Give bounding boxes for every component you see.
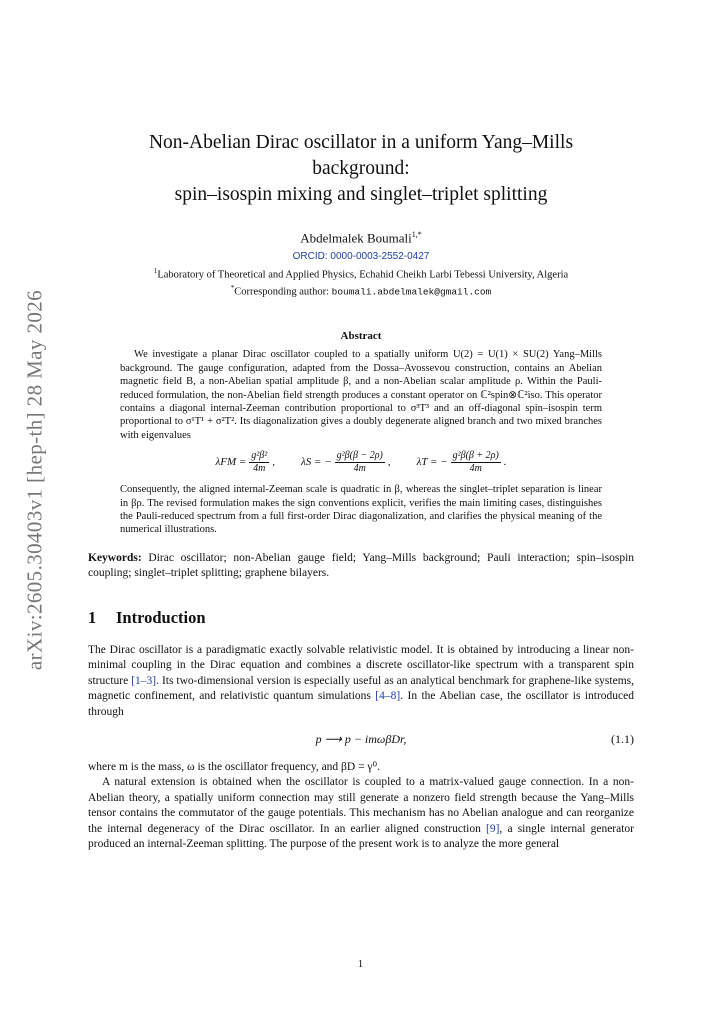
intro-paragraph-1 — [88, 643, 634, 721]
eq-lambda-fm-denominator: 4m — [253, 463, 266, 475]
keywords-text: Dirac oscillator; non-Abelian gauge field; Yang–Mills background; Pauli interaction; spin–isospin coupling; singlet–triplet splitting; graphene bilayers. — [88, 551, 635, 580]
eq-lambda-fm-numerator: g²β² — [251, 450, 268, 462]
eq-lambda-fm-lhs: λFM = — [215, 455, 247, 468]
intro-p1b-text: . Its two-dimensional version is especially useful as an analytical benchmark for graphene-like systems, magnetic confinement, and relativistic quantum simulations — [88, 674, 635, 703]
intro-paragraph-2: where m is the mass, ω is the oscillator frequency, and βD = γ⁰. — [88, 760, 381, 773]
equation-1-1-body: p ⟶ p − imωβDr, — [315, 732, 407, 747]
eq-lambda-fm: λFM = $\frac{\text{g²β²}}{4m}$ , — [215, 450, 276, 475]
title-line-2: background: — [312, 158, 410, 179]
intro-p1-text: The Dirac oscillator is a paradigmatic exactly solvable relativistic model. It is obtained by introducing a linear non-minimal coupling in the Dirac equation and combines a discrete oscillator-like spectrum with a transparent spin structure — [88, 643, 634, 687]
author-marks: 1,* — [411, 230, 422, 239]
paper-title — [88, 130, 634, 208]
corresponding-label: Corresponding author: — [234, 286, 332, 298]
paper-page — [88, 130, 634, 853]
eq-lambda-s-fraction — [335, 450, 385, 475]
corresponding-author — [88, 284, 634, 298]
abstract-eigenvalue-equations — [120, 450, 602, 475]
intro-p3b-text: , a single internal generator produced an internal-Zeeman splitting. The purpose of the present work is to analyze the more general — [88, 822, 635, 851]
author-name: Abdelmalek Boumali — [300, 230, 412, 246]
author-line — [88, 230, 634, 246]
eq-lambda-t-lhs: λT = − — [416, 455, 448, 468]
affiliation-mark: 1 — [153, 267, 158, 276]
eq-lambda-s-denominator: 4m — [353, 463, 366, 475]
equation-1-1-number: (1.1) — [611, 732, 634, 747]
title-line-1: Non-Abelian Dirac oscillator in a uniform Yang–Mills — [148, 132, 574, 153]
equation-1-1 — [88, 732, 634, 748]
eq-lambda-t-numerator: g²β(β + 2ρ) — [452, 450, 499, 462]
eq-lambda-t: λT = − $\frac{\text{g²β(β + 2ρ)}}{4m}$ . — [416, 450, 507, 475]
affiliation — [88, 267, 634, 281]
section-number: 1 — [88, 607, 97, 627]
title-line-3: spin–isospin mixing and singlet–triplet splitting — [174, 184, 548, 205]
eq-lambda-fm-fraction — [249, 450, 269, 475]
abstract-paragraph-2: Consequently, the aligned internal-Zeeman scale is quadratic in β, whereas the singlet–triplet separation is linear in βρ. The revised formulation makes the sign conventions explicit, verifies the main limiting cases, distinguishes the Pauli-reduced spectrum from a full first-order Dirac diagonalization, and clarifies the physical meaning of the numerical illustrations. — [120, 484, 602, 536]
arxiv-identifier: arXiv:2605.30403v1 [hep-th] 28 May 2026 — [22, 289, 47, 671]
eq-lambda-t-denominator: 4m — [469, 463, 482, 475]
introduction-body — [88, 643, 634, 853]
citation-link[interactable]: [4–8] — [375, 690, 401, 703]
intro-p3-text: A natural extension is obtained when the oscillator is coupled to a matrix-valued gauge connection. In a non-Abelian theory, a spatially uniform connection may still generate a nonzero field strength because the Yang–Mills tensor contains the commutator of the gauge potentials. This mechanism has no Abelian analogue and can reorganize the internal degeneracy of the Dirac oscillator. In an earlier aligned construction — [88, 776, 634, 835]
section-heading-introduction — [88, 608, 634, 628]
keywords — [88, 551, 634, 582]
eq-lambda-t-fraction — [451, 450, 501, 475]
citation-link[interactable]: [9] — [486, 822, 500, 835]
intro-p1c-text: . In the Abelian case, the oscillator is introduced through — [88, 690, 634, 718]
section-title: Introduction — [116, 607, 206, 627]
page-number: 1 — [357, 958, 364, 970]
citation-link[interactable]: [1–3] — [131, 674, 157, 687]
abstract-body — [120, 348, 602, 536]
affiliation-text: Laboratory of Theoretical and Applied Physics, Echahid Cheikh Larbi Tebessi University, Algeria — [157, 269, 569, 281]
intro-paragraph-3 — [88, 775, 634, 853]
orcid-link[interactable]: ORCID: 0000-0003-2552-0427 — [292, 251, 430, 263]
eq-lambda-s-numerator: g²β(β − 2ρ) — [336, 450, 383, 462]
corresponding-email[interactable]: boumali.abdelmalek@gmail.com — [331, 286, 492, 298]
abstract-paragraph-1: We investigate a planar Dirac oscillator coupled to a spatially uniform U(2) = U(1) × SU(2) Yang–Mills background. The gauge configuration, adapted from the Dossa–Avossevou construction, contains an Abelian magnetic field B, a non-Abelian spatial amplitude β, and a non-Abelian scalar amplitude ρ. Within the Pauli-reduced formulation, the non-Abelian field strength produces a constant operator on ℂ²spin⊗ℂ²iso. This operator contains a diagonal internal-Zeeman contribution proportional to σ³T³ and an off-diagonal spin–isospin term proportional to σ¹T¹ + σ²T². Its diagonalization gives a doubly degenerate aligned branch and two mixed branches with eigenvalues — [120, 349, 602, 441]
arxiv-stamp — [22, 290, 48, 670]
abstract-heading: Abstract — [340, 330, 382, 343]
corresponding-mark: * — [230, 283, 235, 292]
keywords-label: Keywords: — [88, 551, 142, 564]
eq-lambda-s: λS = − $\frac{\text{g²β(β − 2ρ)}}{4m}$ , — [301, 450, 391, 475]
eq-lambda-s-lhs: λS = − — [301, 455, 332, 468]
